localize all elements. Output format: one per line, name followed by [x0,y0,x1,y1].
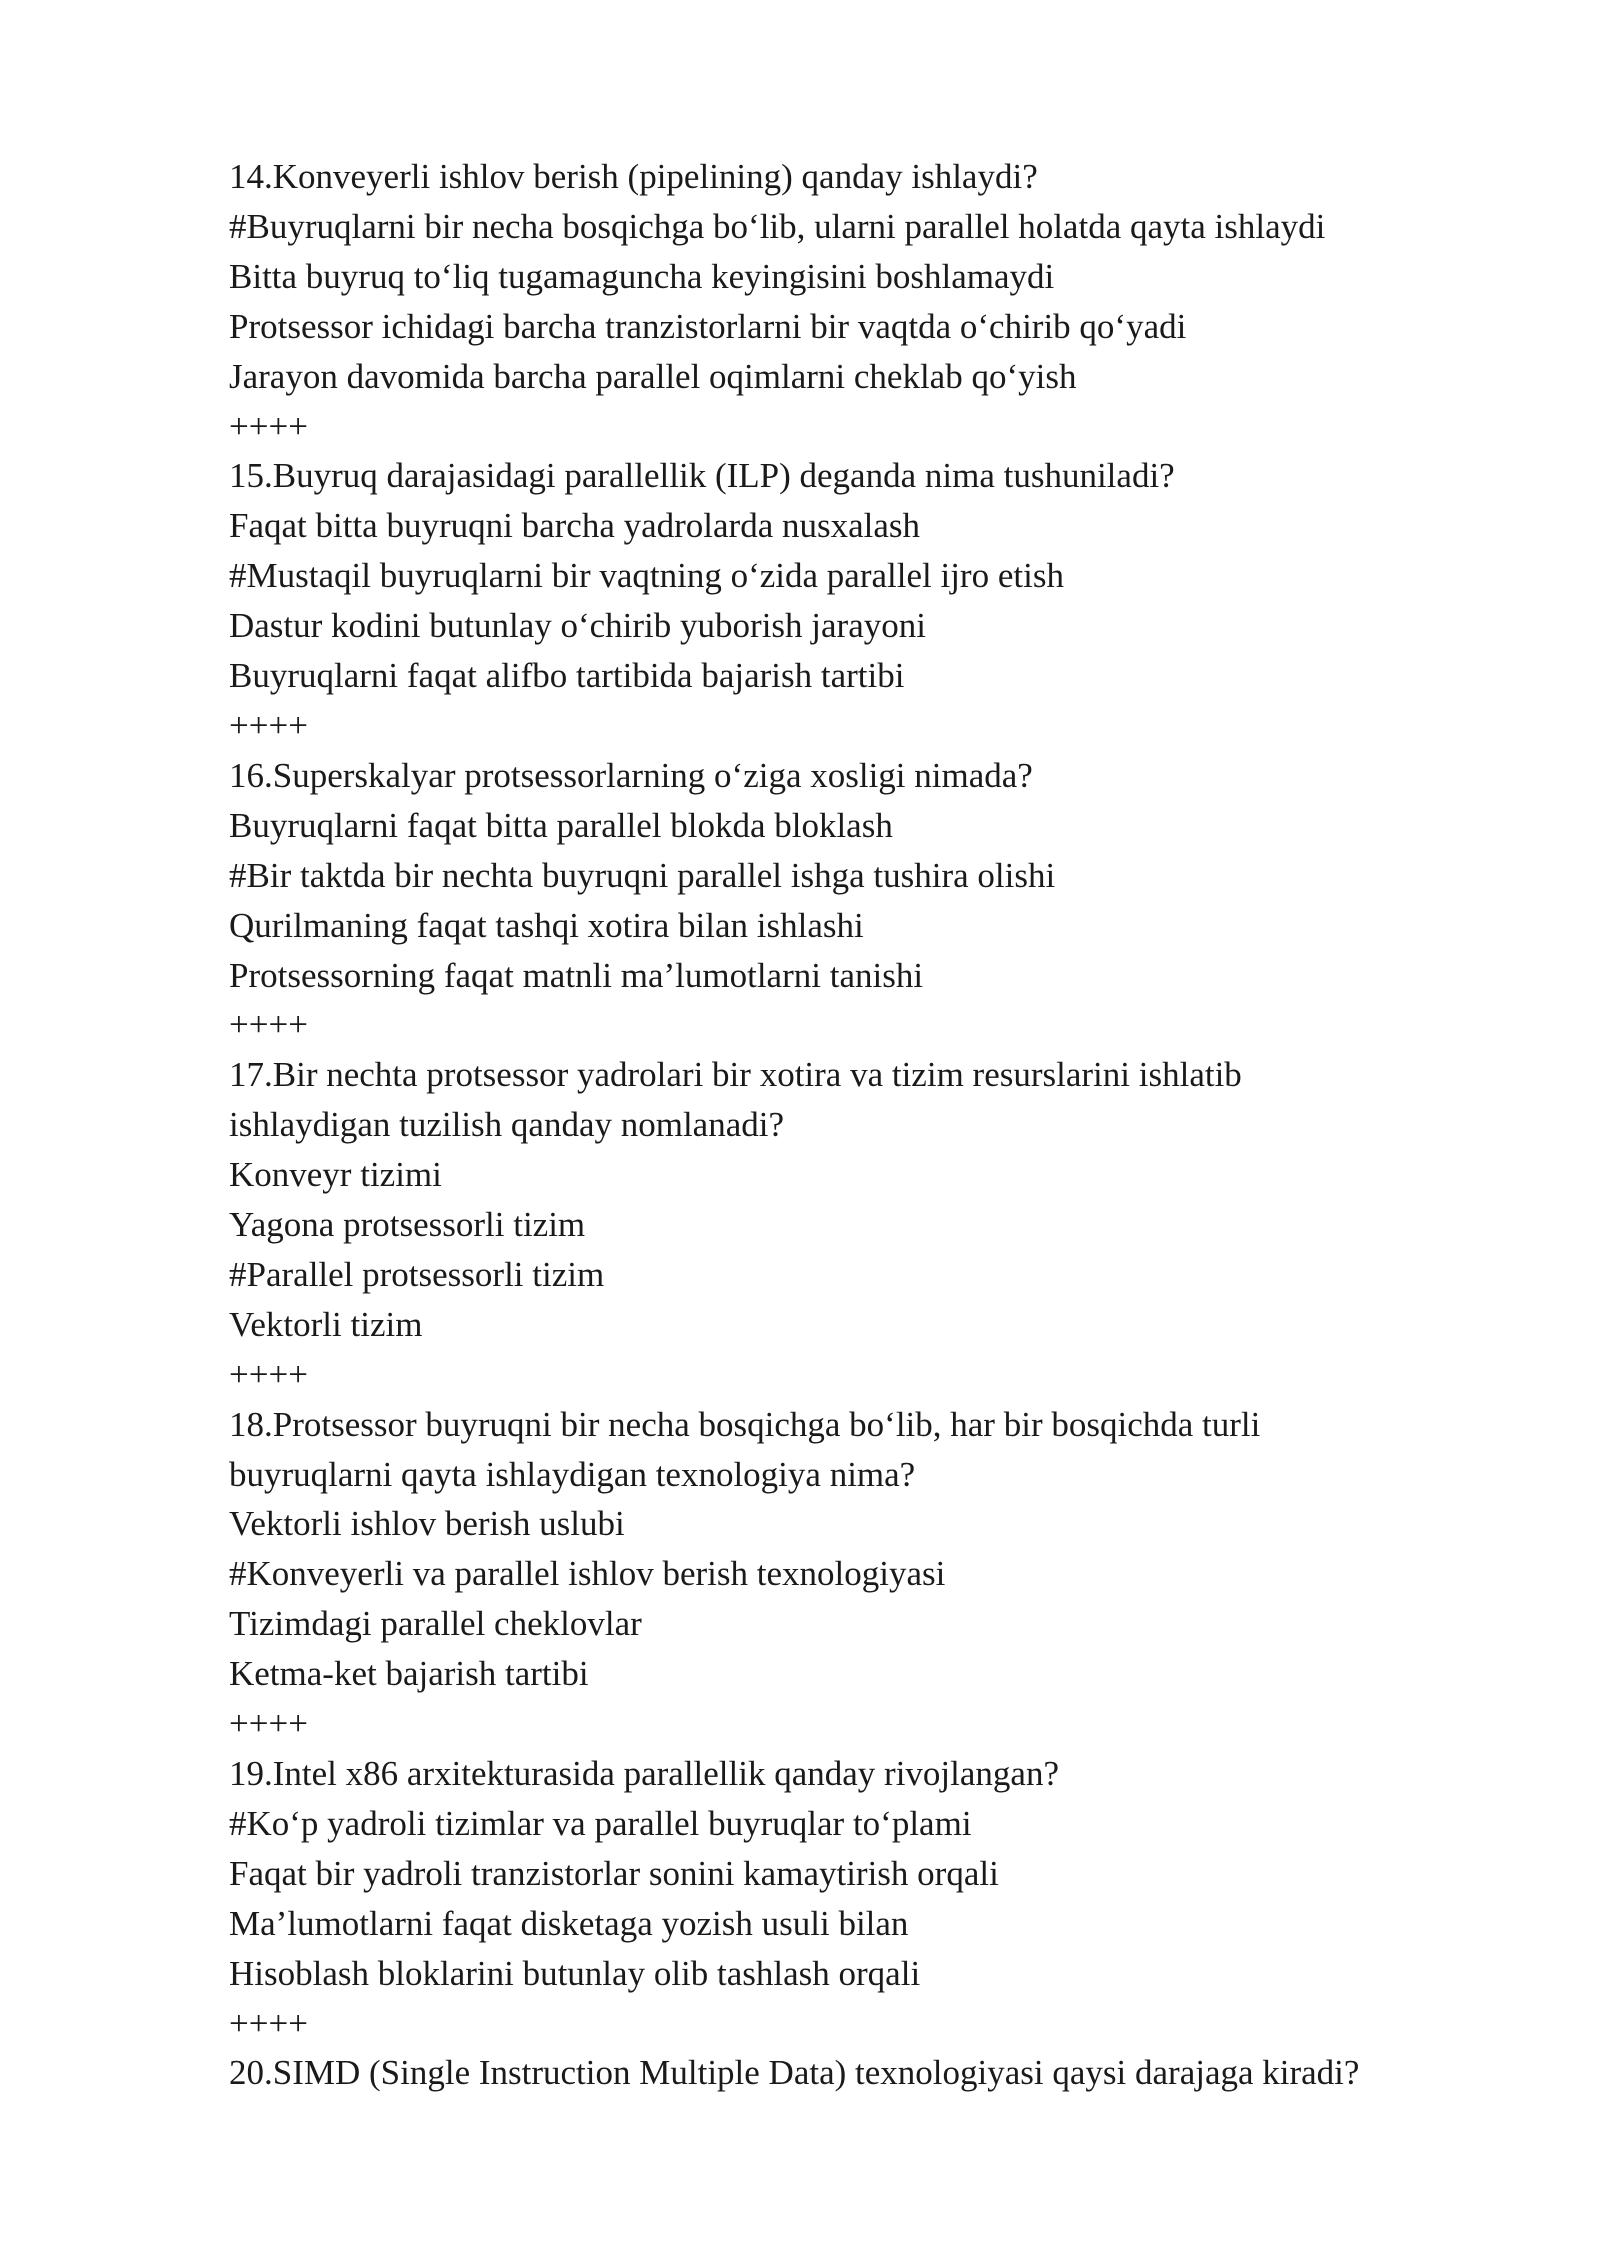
answer-19-d: Hisoblash bloklarini butunlay olib tashlash orqali [229,1953,921,1993]
question-18: 18.Protsessor buyruqni bir necha bosqichga bo‘lib, har bir bosqichda turli [229,1404,1261,1444]
separator: ++++ [229,406,308,446]
answer-18-c: Tizimdagi parallel cheklovlar [229,1604,642,1644]
separator: ++++ [229,705,308,745]
answer-19-c: Ma’lumotlarni faqat disketaga yozish usuli bilan [229,1903,909,1943]
separator: ++++ [229,1005,308,1045]
question-18-continued: buyruqlarni qayta ishlaydigan texnologiya nima? [229,1454,916,1494]
answer-17-b: Yagona protsessorli tizim [229,1205,586,1245]
answer-16-d: Protsessorning faqat matnli ma’lumotlarni tanishi [229,955,924,995]
answer-19-b: Faqat bir yadroli tranzistorlar sonini kamaytirish orqali [229,1853,999,1893]
separator: ++++ [229,1354,308,1394]
separator: ++++ [229,1704,308,1744]
answer-15-a: Faqat bitta buyruqni barcha yadrolarda nusxalash [229,506,921,546]
question-14: 14.Konveyerli ishlov berish (pipelining) qanday ishlaydi? [229,157,1038,196]
answer-14-d: Jarayon davomida barcha parallel oqimlarni cheklab qo‘yish [229,356,1077,396]
answer-15-c: Dastur kodini butunlay o‘chirib yuborish jarayoni [229,606,926,646]
question-15: 15.Buyruq darajasidagi parallellik (ILP) deganda nima tushuniladi? [229,456,1175,496]
question-17-continued: ishlaydigan tuzilish qanday nomlanadi? [229,1105,785,1145]
question-20: 20.SIMD (Single Instruction Multiple Data) texnologiyasi qaysi darajaga kiradi? [229,2053,1360,2093]
answer-19-correct: #Ko‘p yadroli tizimlar va parallel buyruqlar to‘plami [229,1803,972,1843]
document-page [229,152,1569,2098]
separator: ++++ [229,2003,308,2043]
answer-15-correct: #Mustaqil buyruqlarni bir vaqtning o‘zida parallel ijro etish [229,556,1064,596]
question-17: 17.Bir nechta protsessor yadrolari bir xotira va tizim resurslarini ishlatib [229,1055,1242,1095]
answer-17-a: Konveyr tizimi [229,1155,442,1195]
answer-14-correct: #Buyruqlarni bir necha bosqichga bo‘lib, ularni parallel holatda qayta ishlaydi [229,206,1326,246]
question-16: 16.Superskalyar protsessorlarning o‘ziga xosligi nimada? [229,755,1033,795]
answer-16-correct: #Bir taktda bir nechta buyruqni parallel ishga tushira olishi [229,855,1056,895]
answer-15-d: Buyruqlarni faqat alifbo tartibida bajarish tartibi [229,656,905,696]
answer-14-c: Protsessor ichidagi barcha tranzistorlarni bir vaqtda o‘chirib qo‘yadi [229,306,1187,346]
question-19: 19.Intel x86 arxitekturasida parallellik qanday rivojlangan? [229,1754,1059,1793]
answer-17-d: Vektorli tizim [229,1304,423,1344]
answer-18-d: Ketma-ket bajarish tartibi [229,1654,589,1694]
answer-16-c: Qurilmaning faqat tashqi xotira bilan ishlashi [229,905,864,945]
answer-18-correct: #Konveyerli va parallel ishlov berish texnologiyasi [229,1554,946,1594]
answer-16-a: Buyruqlarni faqat bitta parallel blokda bloklash [229,805,893,845]
answer-18-a: Vektorli ishlov berish uslubi [229,1504,625,1544]
answer-17-correct: #Parallel protsessorli tizim [229,1254,605,1294]
answer-14-b: Bitta buyruq to‘liq tugamaguncha keyingisini boshlamaydi [229,256,1055,296]
